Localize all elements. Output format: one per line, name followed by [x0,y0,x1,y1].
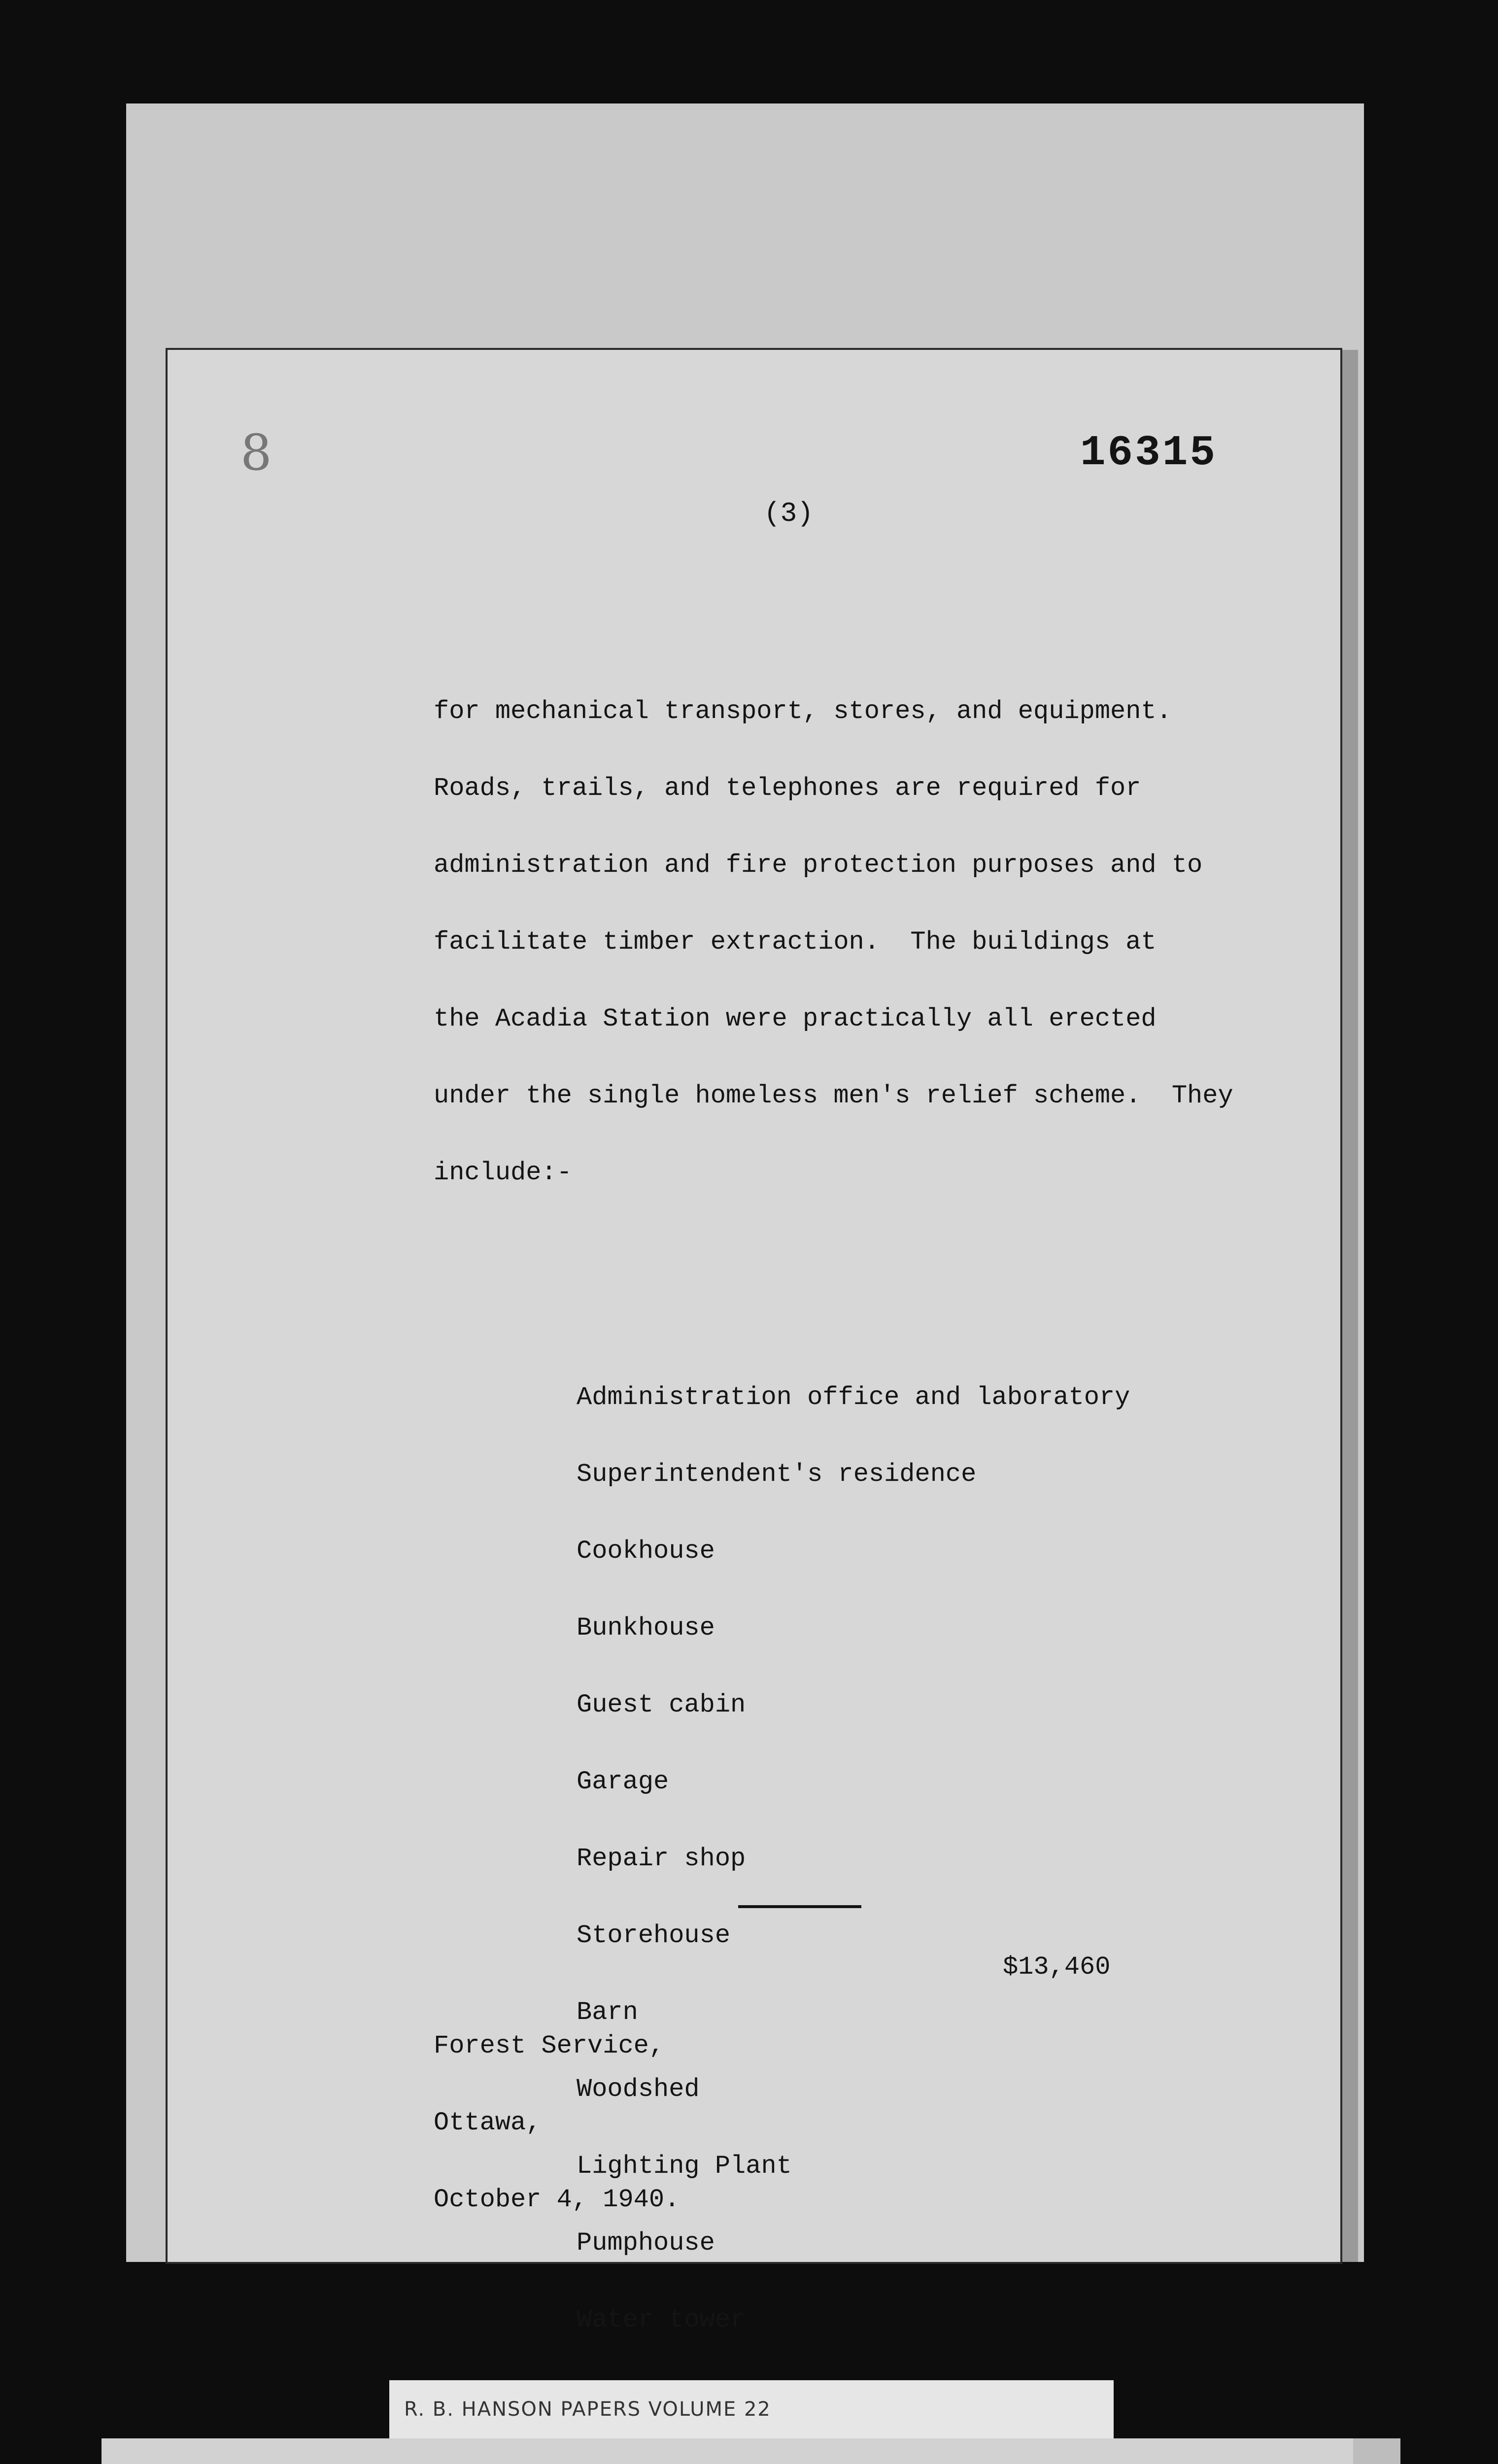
signature-line: Forest Service, [434,2031,665,2060]
list-item: Water tower [577,2305,746,2334]
text-line: facilitate timber extraction. The buildings at [434,927,1157,957]
signature-line: Ottawa, [434,2108,542,2137]
list-item: Guest cabin [577,1690,746,1719]
intro-paragraph [434,648,1321,1237]
text-line: the Acadia Station were practically all erected [434,1004,1157,1033]
list-item: Woodshed [577,2075,700,2104]
list-item: Bunkhouse [577,1613,715,1643]
text-line: Roads, trails, and telephones are required for [434,774,1141,803]
list-item: Administration office and laboratory [577,1383,1130,1412]
text-line: include:- [434,1158,572,1187]
list-item: Barn [577,1998,638,2027]
text-line: administration and fire protection purposes and to [434,851,1203,880]
handwritten-mark: 8 [240,424,272,481]
document-page [168,350,1340,2334]
list-item: Pumphouse [577,2228,715,2258]
list-item: Storehouse [577,1921,731,1950]
page-number: (3) [764,498,814,529]
list-item: Cookhouse [577,1537,715,1566]
text-line: under the single homeless men's relief scheme. They [434,1081,1233,1110]
signature-date: October 4, 1940. [434,2185,680,2214]
volume-label: R. B. HANSON PAPERS VOLUME 22 [389,2380,1114,2438]
text-line: for mechanical transport, stores, and equipment. [434,697,1172,726]
list-item: Superintendent's residence [577,1460,977,1489]
estimates-total: $13,460 [1003,1952,1111,1982]
archives-stamp [102,2438,1400,2464]
signature-block [434,1982,1321,2264]
list-item: Repair shop [577,1844,746,1873]
list-item: Garage [577,1767,669,1796]
list-item: Lighting Plant [577,2152,792,2181]
stamp-shade [1353,2438,1400,2464]
document-number: 16315 [1080,429,1217,477]
page-edge [1340,350,1358,2262]
total-rule [738,1905,861,1908]
